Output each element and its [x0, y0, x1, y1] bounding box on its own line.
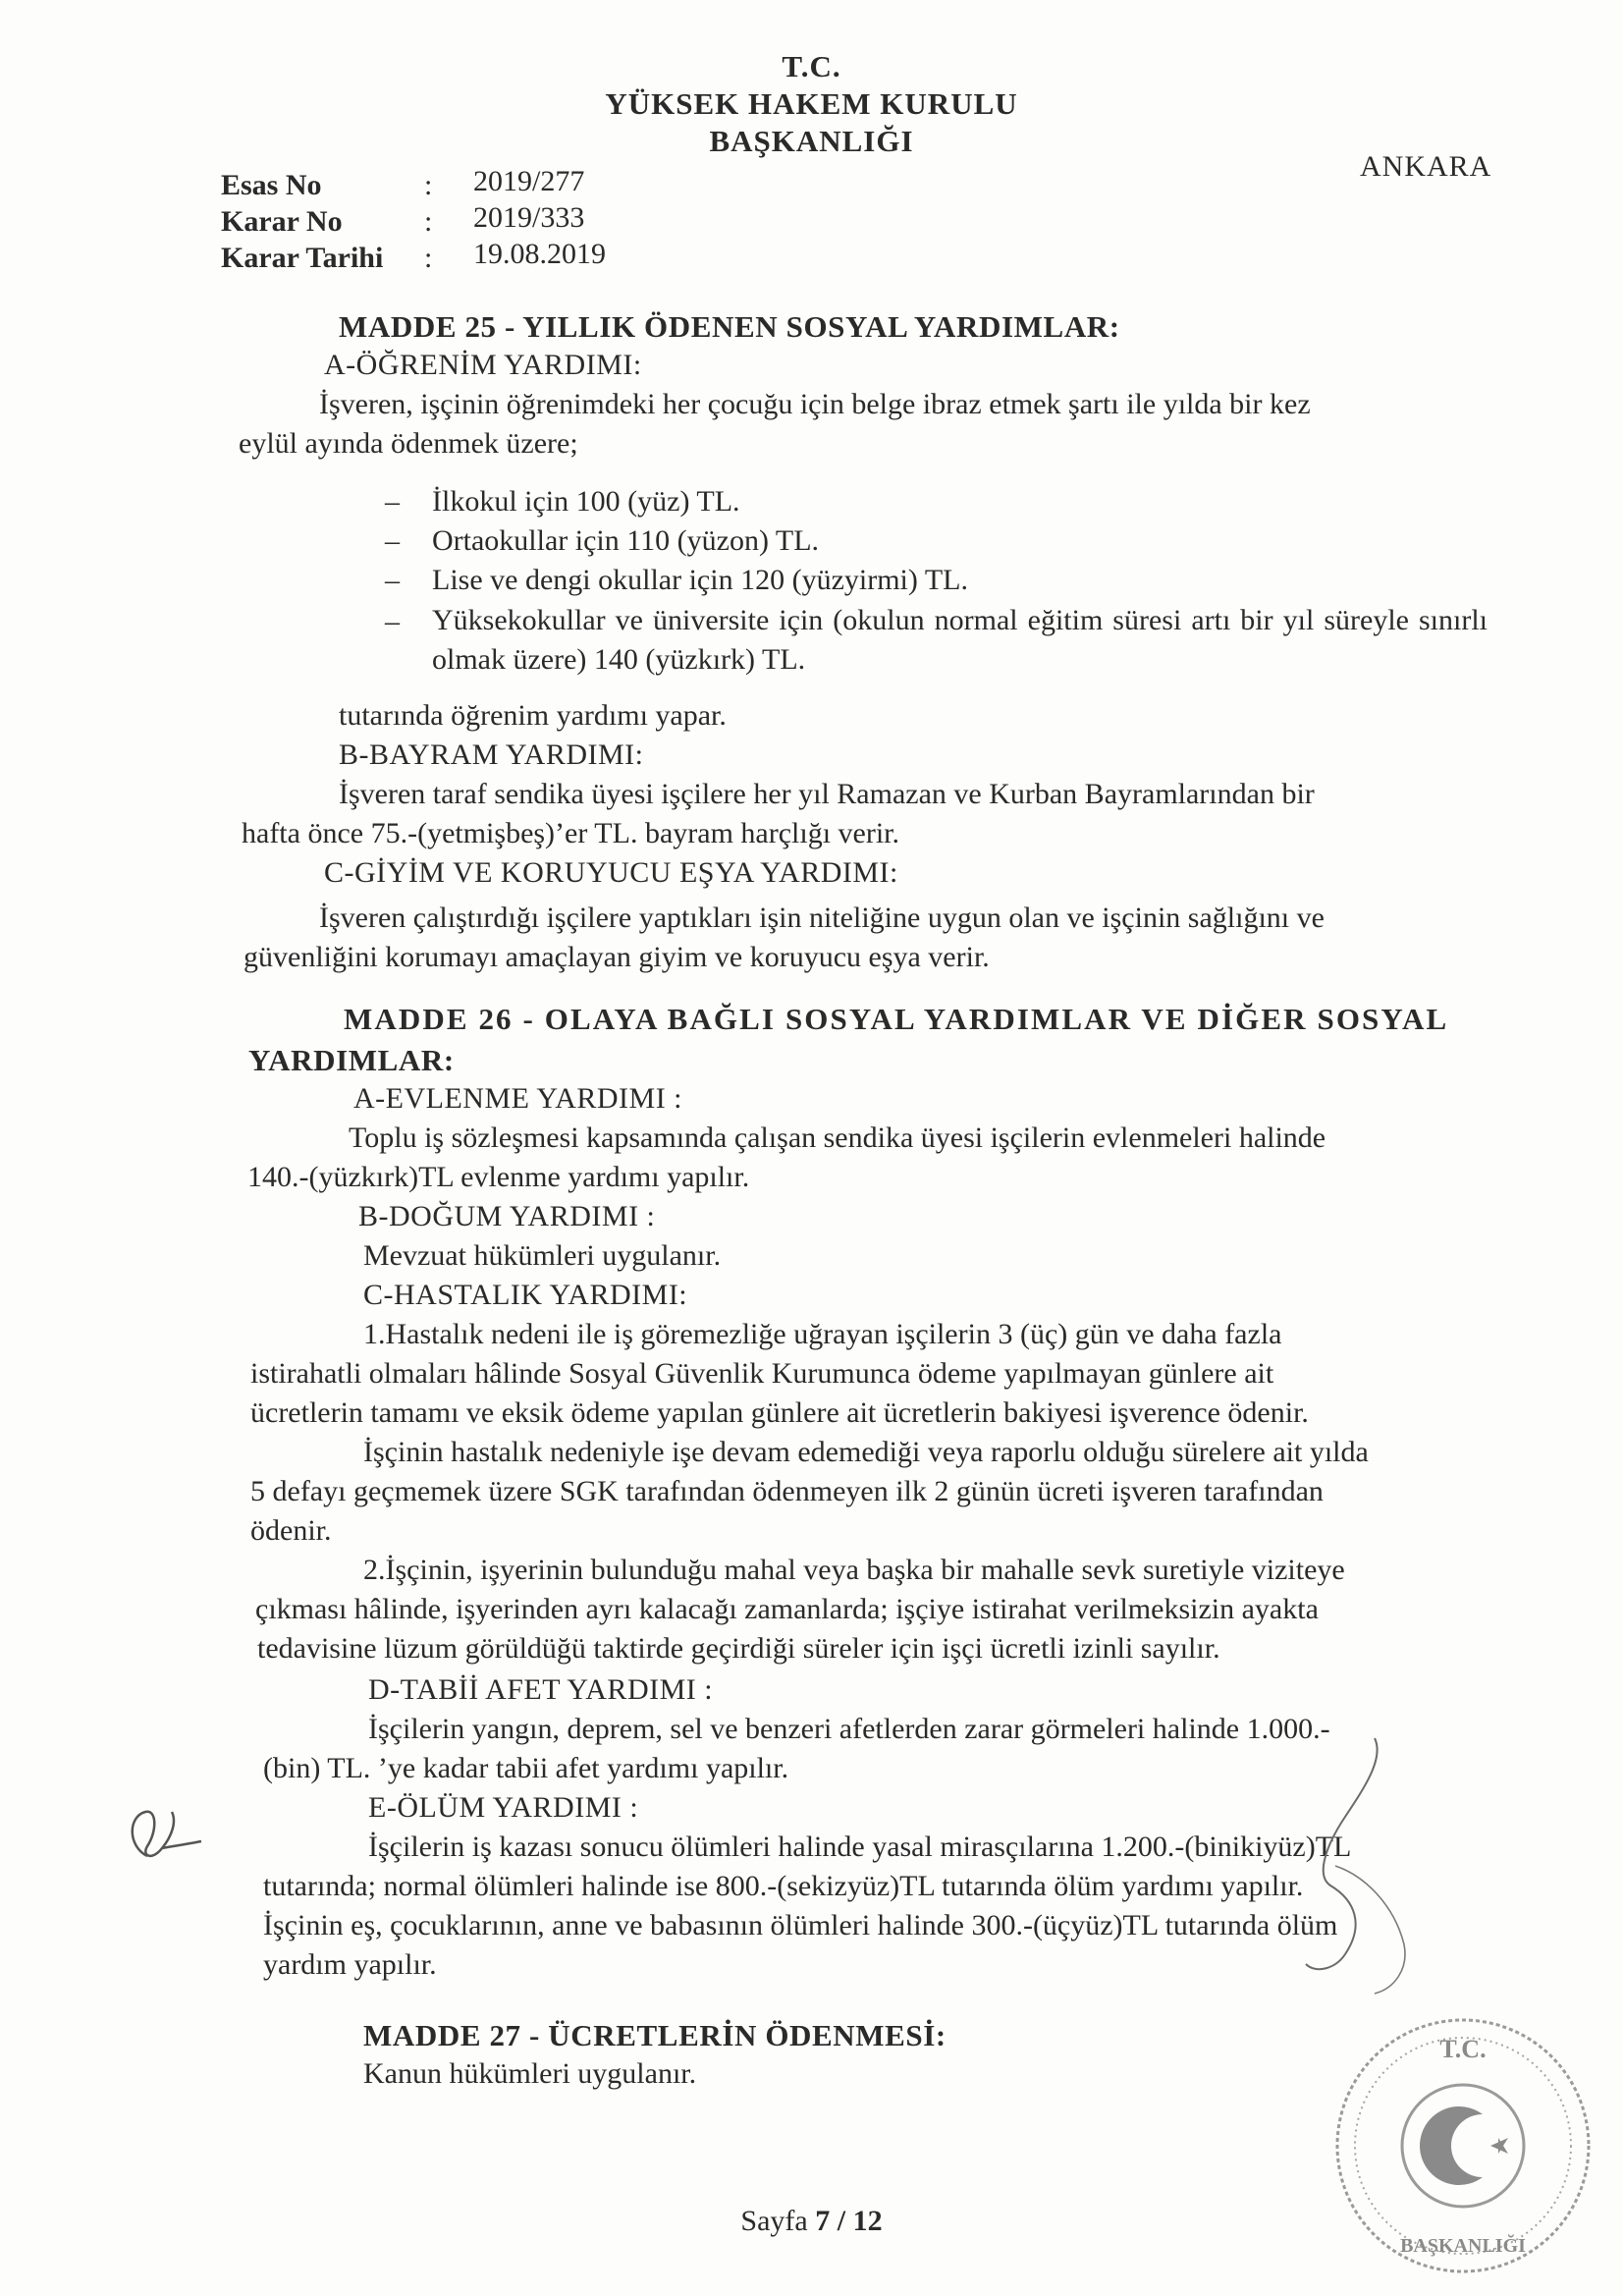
karar-no-sep: :: [424, 205, 433, 238]
list-dash: –: [385, 605, 400, 637]
olum-text-4: yardım yapılır.: [263, 1948, 437, 1981]
list-dash: –: [385, 524, 400, 557]
olum-text-1: İşçilerin iş kazası sonucu ölümleri halinde yasal mirasçılarına 1.200.-(binikiyüz)TL: [368, 1831, 1352, 1863]
handwritten-initials: [118, 1787, 216, 1886]
list-dash: –: [385, 485, 400, 518]
header-institution: YÜKSEK HAKEM KURULU: [605, 86, 1018, 121]
giyim-text-1: İşveren çalıştırdığı işçilere yaptıkları işin niteliğine uygun olan ve işçinin sağlığını ve: [319, 902, 1325, 934]
olum-yardimi-title: E-ÖLÜM YARDIMI :: [368, 1791, 639, 1824]
ogrenim-yardimi-title: A-ÖĞRENİM YARDIMI:: [324, 349, 642, 381]
olum-text-2: tutarında; normal ölümleri halinde ise 800.-(sekizyüz)TL tutarında ölüm yardımı yapılır.: [263, 1870, 1304, 1902]
afet-text-2: (bin) TL. ’ye kadar tabii afet yardımı yapılır.: [263, 1752, 789, 1784]
esas-no-label: Esas No: [221, 169, 322, 201]
madde-26-title-cont: YARDIMLAR:: [248, 1043, 455, 1077]
list-item: Ortaokullar için 110 (yüzon) TL.: [432, 524, 820, 557]
header-city: ANKARA: [1360, 150, 1492, 183]
evlenme-yardimi-title: A-EVLENME YARDIMI :: [353, 1082, 683, 1115]
bayram-yardimi-title: B-BAYRAM YARDIMI:: [339, 738, 644, 771]
hastalik-2-line-2: çıkması hâlinde, işyerinden ayrı kalacağı zamanlarda; işçiye istirahat verilmeksizin ayakta: [255, 1593, 1319, 1625]
esas-no-value: 2019/277: [473, 165, 585, 197]
official-seal: [1316, 1998, 1610, 2293]
dogum-yardimi-title: B-DOĞUM YARDIMI :: [358, 1200, 656, 1232]
afet-yardimi-title: D-TABİİ AFET YARDIMI :: [368, 1673, 714, 1706]
olum-text-3: İşçinin eş, çocuklarının, anne ve babasının ölümleri halinde 300.-(üçyüz)TL tutarında ölüm: [263, 1909, 1338, 1941]
ogrenim-text-2: eylül ayında ödenmek üzere;: [239, 427, 578, 460]
giyim-yardimi-title: C-GİYİM VE KORUYUCU EŞYA YARDIMI:: [324, 856, 898, 889]
madde-27-title: MADDE 27 - ÜCRETLERİN ÖDENMESİ:: [363, 2018, 947, 2052]
hastalik-1-line-1: 1.Hastalık nedeni ile iş göremezliğe uğrayan işçilerin 3 (üç) gün ve daha fazla: [363, 1318, 1282, 1350]
list-item: Yüksekokullar ve üniversite için (okulun normal eğitim süresi artı bir yıl süreyle sınırlı olmak üzere) 140 (yüzkırk) TL.: [432, 604, 1488, 676]
karar-no-label: Karar No: [221, 205, 343, 238]
hastalik-2-line-1: 2.İşçinin, işyerinin bulunduğu mahal veya başka bir mahalle sevk suretiyle viziteye: [363, 1554, 1345, 1586]
karar-tarihi-sep: :: [424, 242, 433, 274]
karar-tarihi-label: Karar Tarihi: [221, 242, 384, 274]
hastalik-1b-line-1: İşçinin hastalık nedeniyle işe devam edemediği veya raporlu olduğu sürelere ait yılda: [363, 1436, 1369, 1468]
evlenme-text-1: Toplu iş sözleşmesi kapsamında çalışan sendika üyesi işçilerin evlenmeleri halinde: [349, 1121, 1326, 1154]
madde-27-text: Kanun hükümleri uygulanır.: [363, 2057, 697, 2090]
afet-text-1: İşçilerin yangın, deprem, sel ve benzeri afetlerden zarar görmeleri halinde 1.000.-: [368, 1713, 1330, 1745]
hastalik-2-line-3: tedavisine lüzum görüldüğü taktirde geçirdiği süreler için işçi ücretli izinli sayılır.: [257, 1632, 1220, 1665]
hastalik-1-line-3: ücretlerin tamamı ve eksik ödeme yapılan günlere ait ücretlerin bakiyesi işverence ödenir.: [250, 1396, 1309, 1429]
seal-top-text: T.C.: [1439, 2035, 1487, 2063]
bayram-text-1: İşveren taraf sendika üyesi işçilere her yıl Ramazan ve Kurban Bayramlarından bir: [339, 778, 1315, 810]
karar-tarihi-value: 19.08.2019: [473, 238, 606, 270]
madde-26-title: MADDE 26 - OLAYA BAĞLI SOSYAL YARDIMLAR VE DİĞER SOSYAL: [344, 1002, 1449, 1036]
madde-25-title: MADDE 25 - YILLIK ÖDENEN SOSYAL YARDIMLAR:: [339, 309, 1120, 344]
hastalik-yardimi-title: C-HASTALIK YARDIMI:: [363, 1279, 688, 1311]
page-number-prefix: Sayfa: [740, 2205, 808, 2237]
seal-bottom-text: BAŞKANLIĞI: [1400, 2235, 1526, 2257]
header-presidency: BAŞKANLIĞI: [709, 124, 914, 158]
list-dash: –: [385, 564, 400, 596]
header-tc: T.C.: [782, 49, 841, 83]
evlenme-text-2: 140.-(yüzkırk)TL evlenme yardımı yapılır.: [247, 1161, 750, 1193]
hastalik-1b-line-3: ödenir.: [250, 1514, 332, 1547]
list-item: İlkokul için 100 (yüz) TL.: [432, 485, 740, 518]
signature: [1247, 1728, 1443, 2023]
ogrenim-closing: tutarında öğrenim yardımı yapar.: [339, 699, 727, 732]
esas-no-sep: :: [424, 169, 433, 201]
hastalik-1b-line-2: 5 defayı geçmemek üzere SGK tarafından ödenmeyen ilk 2 günün ücreti işveren tarafından: [250, 1475, 1324, 1507]
bayram-text-2: hafta önce 75.-(yetmişbeş)’er TL. bayram harçlığı verir.: [242, 817, 900, 849]
hastalik-1-line-2: istirahatli olmaları hâlinde Sosyal Güvenlik Kurumunca ödeme yapılmayan günlere ait: [250, 1357, 1274, 1390]
list-item: Lise ve dengi okullar için 120 (yüzyirmi) TL.: [432, 564, 968, 596]
karar-no-value: 2019/333: [473, 201, 585, 234]
dogum-text: Mevzuat hükümleri uygulanır.: [363, 1239, 722, 1272]
ogrenim-text-1: İşveren, işçinin öğrenimdeki her çocuğu için belge ibraz etmek şartı ile yılda bir kez: [319, 388, 1311, 420]
giyim-text-2: güvenliğini korumayı amaçlayan giyim ve koruyucu eşya verir.: [243, 941, 990, 973]
page-number-value: 7 / 12: [815, 2205, 883, 2237]
